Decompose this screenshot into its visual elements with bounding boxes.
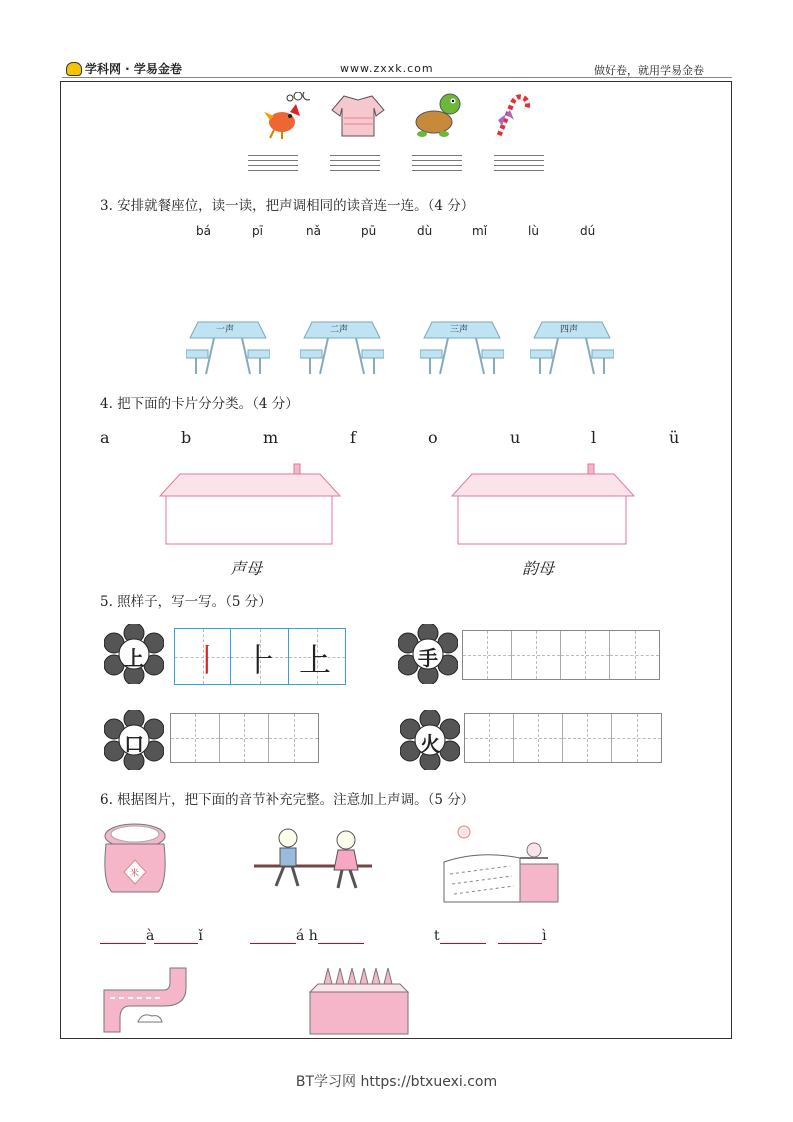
blank-input[interactable] bbox=[498, 929, 542, 944]
fill-rice[interactable] bbox=[100, 928, 203, 944]
q5-title: 5. 照样子，写一写。（5 分） bbox=[100, 594, 272, 610]
fill-text: á h bbox=[296, 928, 318, 944]
letter-card[interactable]: o bbox=[428, 428, 438, 447]
fill-text: ǐ bbox=[198, 928, 203, 944]
dining-table-2[interactable] bbox=[300, 316, 384, 376]
q3-syllable: dú bbox=[580, 224, 596, 238]
answer-lines-3[interactable] bbox=[412, 155, 462, 175]
house-initials[interactable] bbox=[158, 462, 342, 548]
q3-syllable: pū bbox=[361, 224, 377, 238]
fill-tug[interactable] bbox=[250, 928, 364, 944]
writing-grid-huo[interactable] bbox=[464, 713, 662, 763]
house-initials-label: 声母 bbox=[230, 559, 263, 578]
header-url[interactable]: www.zxxk.com bbox=[340, 62, 434, 75]
letter-card[interactable]: f bbox=[350, 428, 356, 447]
house-finals[interactable] bbox=[450, 462, 636, 548]
q4-title: 4. 把下面的卡片分分类。（4 分） bbox=[100, 396, 299, 412]
blank-input[interactable] bbox=[154, 929, 198, 944]
brand-logo-icon bbox=[66, 62, 82, 76]
answer-lines-4[interactable] bbox=[494, 155, 544, 175]
stroke-char: ⺊ bbox=[245, 641, 278, 679]
stroke-cell bbox=[289, 629, 345, 684]
letter-card[interactable]: a bbox=[100, 428, 110, 447]
rooster-image bbox=[260, 92, 310, 142]
q3-syllable: nǎ bbox=[306, 224, 321, 238]
blank-input[interactable] bbox=[440, 929, 486, 944]
q3-syllable: dù bbox=[417, 224, 433, 238]
road-image bbox=[100, 966, 192, 1034]
blank-input[interactable] bbox=[100, 929, 146, 944]
house-finals-label: 韵母 bbox=[522, 559, 555, 578]
fill-text: t bbox=[434, 928, 440, 944]
header-brand: 学科网 · 学易金卷 bbox=[66, 60, 182, 77]
badge-char: 火 bbox=[420, 732, 440, 756]
dining-table-4[interactable] bbox=[530, 316, 614, 376]
table-label: 二声 bbox=[330, 325, 349, 335]
turtle-image bbox=[410, 90, 465, 140]
header-rule bbox=[62, 77, 732, 78]
stroke-cell bbox=[175, 629, 231, 684]
letter-card[interactable]: u bbox=[510, 428, 521, 447]
q3-title: 3. 安排就餐座位，读一读，把声调相同的读音连一连。（4 分） bbox=[100, 198, 475, 214]
fill-field[interactable] bbox=[434, 928, 547, 944]
char-badge-shou bbox=[398, 624, 458, 684]
table-label: 一声 bbox=[216, 325, 235, 335]
char-badge-huo bbox=[400, 710, 460, 770]
table-label: 四声 bbox=[560, 325, 579, 335]
dining-table-3[interactable] bbox=[420, 316, 504, 376]
letter-card[interactable]: ü bbox=[669, 428, 680, 447]
writing-grid-kou[interactable] bbox=[170, 713, 319, 763]
badge-char: 口 bbox=[124, 732, 144, 756]
rice-bag-image bbox=[100, 822, 170, 897]
answer-lines-1[interactable] bbox=[248, 155, 298, 175]
stroke-char: 丨 bbox=[191, 641, 224, 679]
letter-card[interactable]: b bbox=[181, 428, 192, 447]
footer-text[interactable]: BT学习网 https://btxuexi.com bbox=[295, 1074, 498, 1090]
fill-text: à bbox=[146, 928, 155, 944]
letter-card[interactable]: m bbox=[263, 428, 279, 447]
badge-char: 上 bbox=[124, 646, 144, 670]
char-badge-kou bbox=[104, 710, 164, 770]
candy-cane-image bbox=[488, 90, 533, 142]
q3-syllable: mǐ bbox=[472, 224, 488, 238]
letter-card[interactable]: l bbox=[591, 428, 597, 447]
badge-char: 手 bbox=[418, 646, 438, 670]
table-label: 三声 bbox=[450, 325, 469, 335]
char-badge-shang bbox=[104, 624, 164, 684]
stroke-char: 上 bbox=[299, 641, 332, 679]
header-slogan: 做好卷，就用学易金卷 bbox=[594, 64, 704, 77]
q3-syllable: lù bbox=[528, 224, 539, 238]
blank-input[interactable] bbox=[250, 929, 296, 944]
blank-input[interactable] bbox=[318, 929, 364, 944]
q6-title: 6. 根据图片，把下面的音节补充完整。注意加上声调。（5 分） bbox=[100, 792, 475, 808]
crayon-box-image bbox=[306, 964, 412, 1036]
stroke-cell bbox=[231, 629, 289, 684]
dining-table-1[interactable] bbox=[186, 316, 270, 376]
writing-grid-shou[interactable] bbox=[462, 630, 660, 680]
field-scene-image bbox=[440, 822, 560, 904]
q3-syllable: bá bbox=[196, 224, 211, 238]
stroke-sample-grid bbox=[174, 628, 346, 685]
svg-text:米: 米 bbox=[130, 869, 140, 879]
q3-syllable: pī bbox=[252, 224, 263, 238]
answer-lines-2[interactable] bbox=[330, 155, 380, 175]
tug-of-war-image bbox=[252, 826, 376, 892]
sweater-image bbox=[330, 92, 385, 140]
fill-text: ì bbox=[542, 928, 547, 944]
